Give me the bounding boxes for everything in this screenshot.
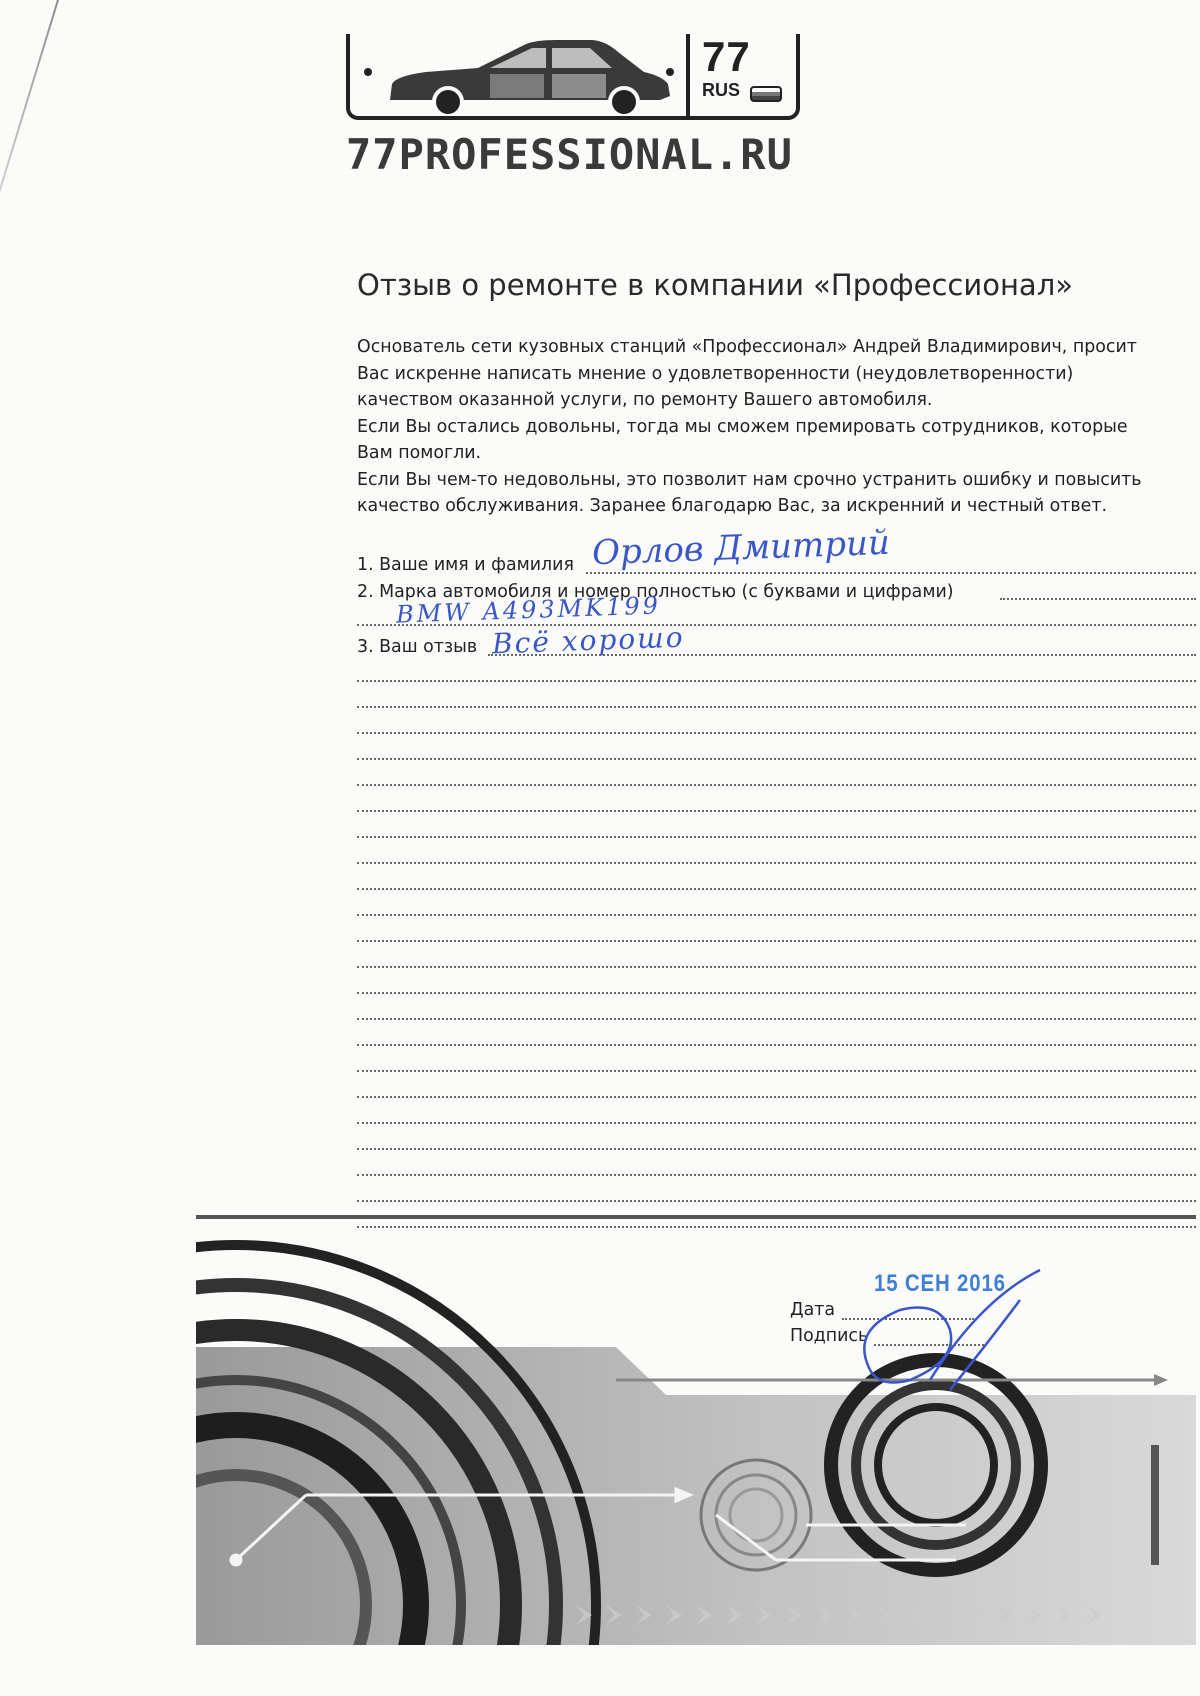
review-line[interactable] — [357, 836, 1196, 838]
review-line[interactable] — [357, 862, 1196, 864]
intro-line: Основатель сети кузовных станций «Профессионал» Андрей Владимирович, просит — [357, 337, 1137, 357]
name-answer-line[interactable] — [586, 572, 1196, 574]
review-line[interactable] — [357, 1096, 1196, 1098]
intro-line: Вам помогли. — [357, 443, 482, 463]
review-question-label: 3. Ваш отзыв — [357, 637, 478, 657]
intro-line: Вас искренне написать мнение о удовлетворенности (неудовлетворенности) — [357, 363, 1074, 384]
review-line[interactable] — [357, 1122, 1196, 1124]
review-line[interactable] — [357, 940, 1196, 942]
review-line[interactable] — [357, 784, 1196, 786]
review-line[interactable] — [357, 992, 1196, 994]
review-line[interactable] — [357, 1018, 1196, 1020]
review-line[interactable] — [357, 888, 1196, 890]
plate-region-country: RUS — [702, 80, 741, 100]
car-handwritten-answer: BMW A493MK199 — [395, 591, 662, 629]
intro-line: качество обслуживания. Заранее благодарю Вас, за искренний и честный ответ. — [357, 496, 1108, 516]
review-line[interactable] — [357, 810, 1196, 812]
name-question-label: 1. Ваше имя и фамилия — [357, 555, 574, 575]
plate-region-number: 77 — [702, 33, 751, 80]
review-handwritten-answer: Всё хорошо — [491, 620, 686, 661]
name-handwritten-answer: Орлов Дмитрий — [591, 522, 891, 574]
document-title: Отзыв о ремонте в компании «Профессионал» — [357, 268, 1073, 302]
company-logo — [346, 34, 806, 184]
review-line[interactable] — [357, 1044, 1196, 1046]
date-label: Дата — [790, 1300, 836, 1320]
review-line[interactable] — [357, 966, 1196, 968]
review-line[interactable] — [357, 758, 1196, 760]
review-line[interactable] — [357, 1174, 1196, 1176]
review-line[interactable] — [357, 680, 1196, 682]
plate-flag-icon — [750, 86, 782, 102]
car-silhouette-icon — [386, 38, 676, 116]
signature-label: Подпись — [790, 1326, 869, 1346]
car-answer-line[interactable] — [1000, 598, 1196, 600]
review-line[interactable] — [357, 1148, 1196, 1150]
scan-page-edge — [0, 0, 62, 316]
review-line[interactable] — [357, 732, 1196, 734]
plate-divider — [686, 34, 690, 120]
handwritten-signature — [840, 1260, 1060, 1410]
intro-text — [357, 334, 1200, 520]
plate-bolt-left — [364, 68, 372, 76]
review-line[interactable] — [357, 706, 1196, 708]
review-line[interactable] — [357, 1070, 1196, 1072]
intro-line: Если Вы чем-то недовольны, это позволит нам срочно устранить ошибку и повысить — [357, 469, 1142, 490]
review-line[interactable] — [357, 914, 1196, 916]
car-question-label: 2. Марка автомобиля и номер полностью (с буквами и цифрами) — [357, 582, 954, 602]
intro-line: Если Вы остались довольны, тогда мы сможем премировать сотрудников, которые — [357, 416, 1128, 437]
intro-line: качеством оказанной услуги, по ремонту Вашего автомобиля. — [357, 390, 933, 410]
brand-website: 77PROFESSIONAL.RU — [346, 130, 793, 179]
review-line[interactable] — [357, 1200, 1196, 1202]
date-stamp: 15 СЕН 2016 — [874, 1270, 1006, 1297]
